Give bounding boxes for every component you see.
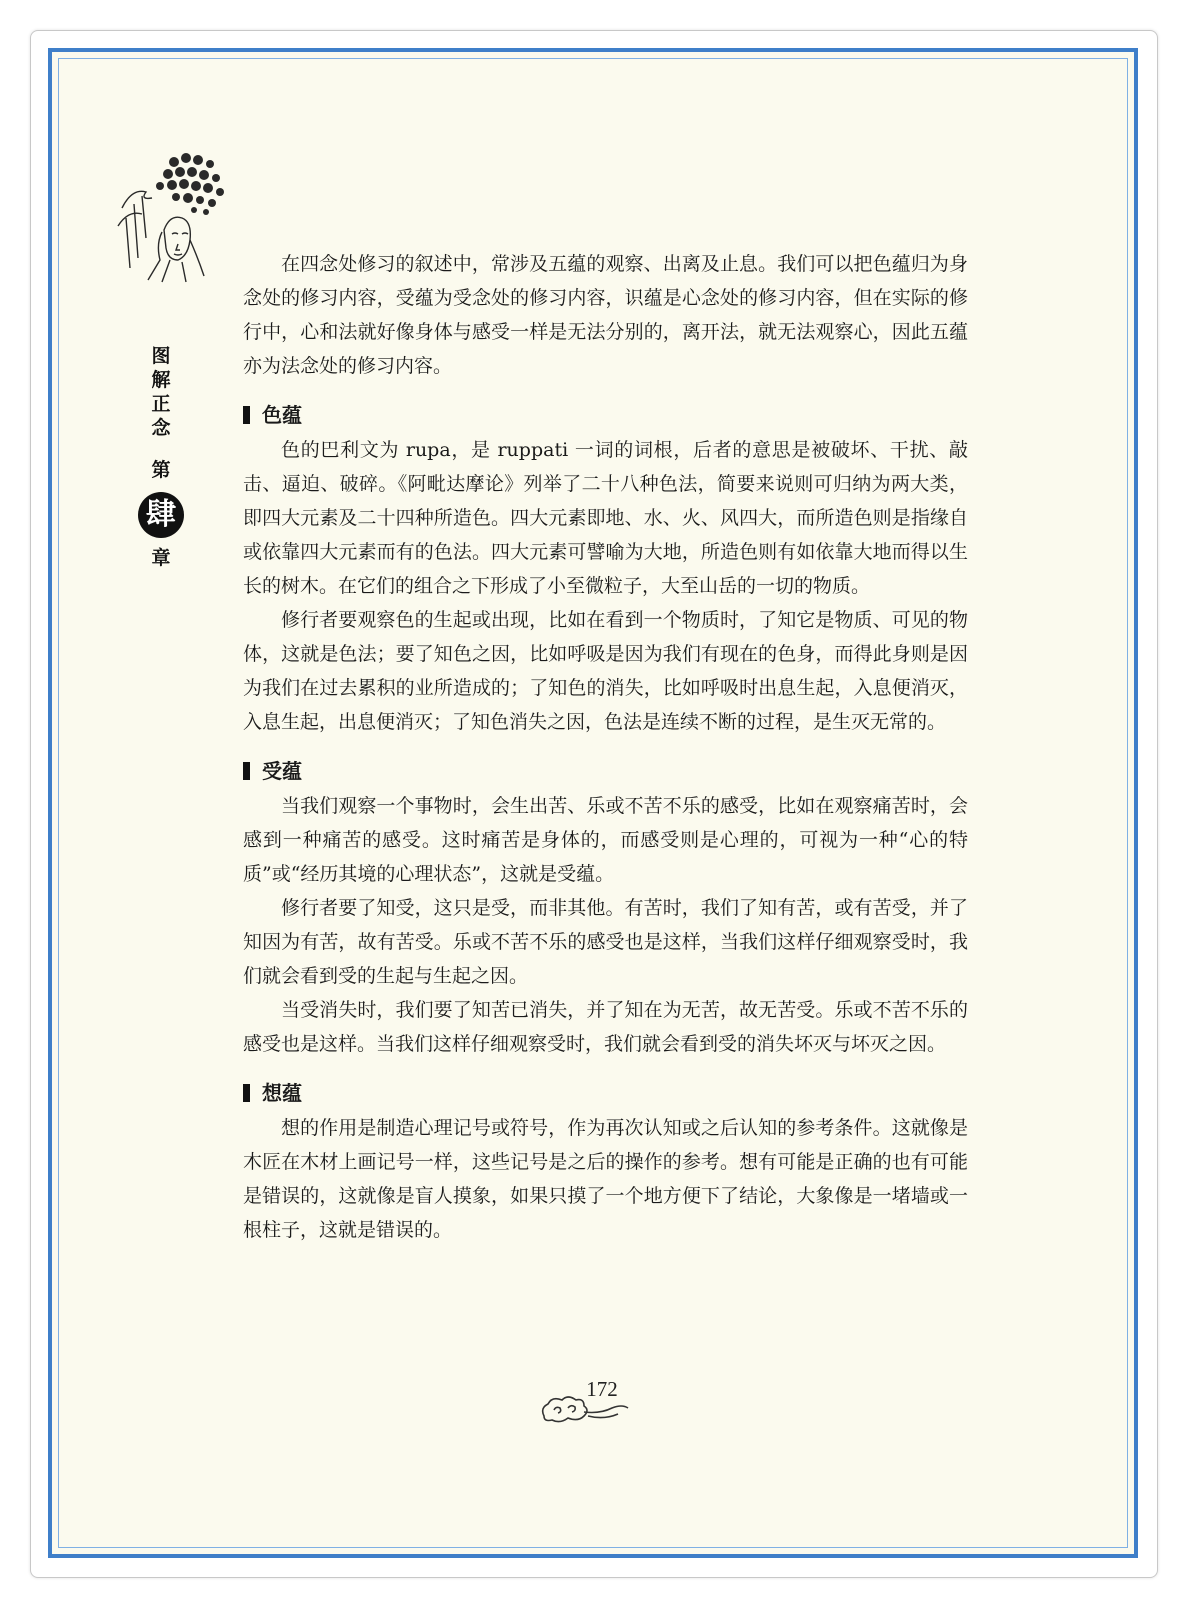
main-text: [243, 247, 968, 1247]
section-heading-text: 想蕴: [262, 1081, 302, 1105]
intro-paragraph: 在四念处修习的叙述中，常涉及五蕴的观察、出离及止息。我们可以把色蕴归为身念处的修习内容，受蕴为受念处的修习内容，识蕴是心念处的修习内容，但在实际的修行中，心和法就好像身体与感受一样是无法分别的，离开法，就无法观察心，因此五蕴亦为法念处的修习内容。: [243, 253, 968, 377]
section-heading-text: 受蕴: [262, 759, 302, 783]
scholar-portrait-icon: [112, 148, 232, 283]
section-heading: [243, 397, 968, 433]
book-title-char: 解: [151, 369, 171, 391]
section-heading-text: 色蕴: [262, 403, 302, 427]
chapter-suffix: 章: [151, 547, 171, 569]
section-heading: [243, 753, 968, 789]
chapter-prefix: 第: [151, 459, 171, 481]
paragraph: 修行者要了知受，这只是受，而非其他。有苦时，我们了知有苦，或有苦受，并了知因为有苦，故有苦受。乐或不苦不乐的感受也是这样，当我们这样仔细观察受时，我们就会看到受的生起与生起之因。: [243, 897, 968, 987]
paragraph: 想的作用是制造心理记号或符号，作为再次认知或之后认知的参考条件。这就像是木匠在木材上画记号一样，这些记号是之后的操作的参考。想有可能是正确的也有可能是错误的，这就像是盲人摸象，如果只摸了一个地方便下了结论，大象像是一堵墙或一根柱子，这就是错误的。: [243, 1117, 968, 1241]
book-title-char: 图: [151, 345, 171, 367]
cloud-ornament-icon: [538, 1392, 632, 1428]
heading-bar-icon: [243, 1084, 250, 1102]
chapter-number-badge: 肆: [138, 492, 184, 538]
heading-bar-icon: [243, 762, 250, 780]
page-number: 172: [586, 1377, 618, 1401]
paragraph: 当受消失时，我们要了知苦已消失，并了知在为无苦，故无苦受。乐或不苦不乐的感受也是这样。当我们这样仔细观察受时，我们就会看到受的消失坏灭与坏灭之因。: [243, 999, 968, 1055]
section-heading: [243, 1075, 968, 1111]
paragraph: 修行者要观察色的生起或出现，比如在看到一个物质时，了知它是物质、可见的物体，这就是色法；要了知色之因，比如呼吸是因为我们有现在的色身，而得此身则是因为我们在过去累积的业所造成的；了知色的消失，比如呼吸时出息生起，入息便消灭，入息生起，出息便消灭；了知色消失之因，色法是连续不断的过程，是生灭无常的。: [243, 609, 968, 733]
paragraph: 色的巴利文为 rupa，是 ruppati 一词的词根，后者的意思是被破坏、干扰、敲击、逼迫、破碎。《阿毗达摩论》列举了二十八种色法，简要来说则可归纳为两大类，即四大元素及二十四种所造色。四大元素即地、水、火、风四大，而所造色则是指缘自或依靠四大元素而有的色法。四大元素可譬喻为大地，所造色则有如依靠大地而得以生长的树木。在它们的组合之下形成了小至微粒子，大至山岳的一切的物质。: [243, 439, 968, 597]
sidebar-book-title: [140, 344, 182, 570]
heading-bar-icon: [243, 406, 250, 424]
book-title-char: 正: [151, 393, 171, 415]
paragraph: 当我们观察一个事物时，会生出苦、乐或不苦不乐的感受，比如在观察痛苦时，会感到一种痛苦的感受。这时痛苦是身体的，而感受则是心理的，可视为一种“心的特质”或“经历其境的心理状态”，这就是受蕴。: [243, 795, 968, 885]
book-title-char: 念: [151, 417, 171, 439]
